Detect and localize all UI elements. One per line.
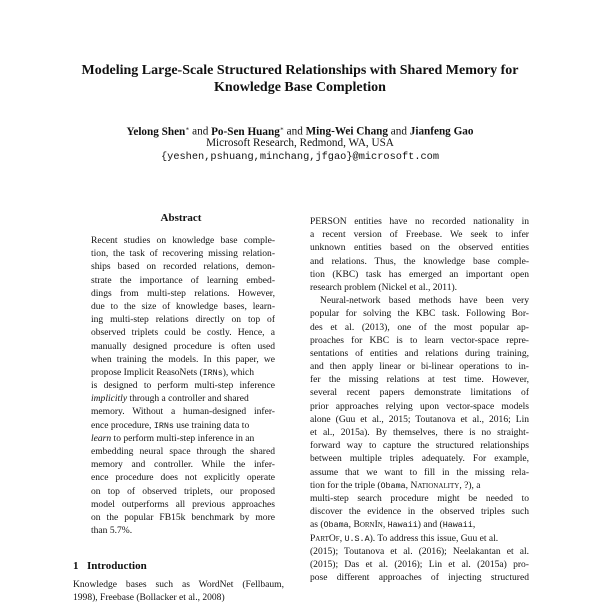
- abstract-line: on the popular FB15k benchmark by more: [91, 511, 275, 523]
- body-line: pose different approaches of injecting structured: [310, 572, 529, 584]
- abstract-line: observed triplets could be costly. Hence, a: [91, 327, 275, 339]
- body-line: several recent papers demonstrate limitations of: [310, 387, 529, 399]
- abstract-line: is designed to perform multi-step inference: [91, 380, 275, 392]
- abstract-line: implicitly through a controller and shared: [91, 393, 249, 405]
- body-line: des et al. (2013), one of the most popular ap-: [310, 321, 529, 333]
- relation-mention: PartOf: [310, 532, 340, 544]
- body-line: multi-step search procedure might be needed to: [310, 492, 529, 504]
- author-4: Jianfeng Gao: [409, 125, 474, 138]
- section-title: Introduction: [87, 560, 147, 572]
- model-acronym: IRNs: [153, 420, 174, 431]
- body-line: forward way to capture the structured relationships: [310, 440, 529, 452]
- abstract-line: memory and controller. While the infer-: [91, 459, 275, 471]
- abstract-line: ing multi-step relations directly on top of: [91, 314, 275, 326]
- abstract-line: ence procedure, IRNs use training data to: [91, 419, 250, 431]
- body-line: alone (Guu et al., 2015; Toutanova et al., 2016; Lin: [310, 413, 529, 425]
- abstract-line: ships based on recorded relations, demon-: [91, 261, 275, 273]
- abstract-line: learn to perform multi-step inference in an: [91, 432, 255, 444]
- introduction-body: [73, 578, 284, 604]
- abstract-body: [91, 234, 275, 537]
- section-heading-introduction: [73, 560, 147, 572]
- abstract-line: strate the importance of learning embed-: [91, 274, 275, 286]
- body-line: proaches for KBC is to learn vector-space repre-: [310, 334, 529, 346]
- entity-mention: U.S.A: [344, 533, 370, 544]
- abstract-line: memory. Without a human-designed infer-: [91, 406, 275, 418]
- abstract-line: model outperforms all previous approaches: [91, 498, 275, 510]
- body-line: prior approaches relying upon vector-space models: [310, 400, 529, 412]
- body-line: PERSON entities have no recorded nationality in: [310, 216, 529, 227]
- author-connector: and: [192, 125, 209, 138]
- body-line: et al., 2015a). By themselves, there is no straight-: [310, 427, 529, 438]
- body-line: tion for the triple (Obama, Nationality, ?), a: [310, 479, 481, 491]
- body-line: popular for solving the KBC task. Following Bor-: [310, 308, 529, 320]
- relation-mention: BornIn: [353, 519, 383, 531]
- author-2: Po-Sen Huang∗: [211, 125, 284, 138]
- title-line-1: Modeling Large-Scale Structured Relationships with Shared Memory for: [81, 63, 519, 78]
- author-3: Ming-Wei Chang: [305, 125, 388, 138]
- body-line: 1998), Freebase (Bollacker et al., 2008): [73, 592, 225, 604]
- title-line-2: Knowledge Base Completion: [214, 80, 386, 95]
- abstract-line: Recent studies on knowledge base comple-: [91, 235, 275, 246]
- body-line: a recent version of Freebase. We seek to infer: [310, 229, 529, 241]
- abstract-line: tion, the task of recovering missing relation-: [91, 248, 275, 260]
- body-line: (2015); Toutanova et al. (2016); Neelakantan et al.: [310, 545, 529, 557]
- entity-mention: Obama: [323, 520, 349, 531]
- abstract-line: when training the models. In this paper, we: [91, 353, 275, 365]
- paper-title: [40, 62, 560, 96]
- body-line: fer the missing relations at test time. However,: [310, 374, 529, 386]
- body-line: tion (KBC) task has emerged an important open: [310, 268, 529, 280]
- abstract-line: manually designed procedure is often used: [91, 340, 275, 352]
- body-line: unknown entities based on the observed entities: [310, 242, 529, 254]
- body-line: sentations of entities and relations during training,: [310, 347, 529, 359]
- author-affiliation: Microsoft Research, Redmond, WA, USA: [206, 137, 394, 149]
- body-line: assume that we want to fill in the missing rela-: [310, 466, 529, 478]
- body-line: PartOf, U.S.A). To address this issue, Guu et al.: [310, 532, 499, 544]
- body-line: (2015); Das et al. (2016); Lin et al. (2015a) pro-: [310, 558, 529, 570]
- abstract-line: propose Implicit ReasoNets (IRNs), which: [91, 366, 255, 378]
- abstract-line: embedding neural space through the shared: [91, 446, 275, 457]
- abstract-line: ence procedure does not explicitly operate: [91, 472, 275, 484]
- author-1: Yelong Shen∗: [126, 125, 190, 138]
- body-line: and relations. Thus, the knowledge base comple-: [310, 255, 529, 267]
- body-line: research problem (Nickel et al., 2011).: [310, 281, 458, 293]
- body-line: between multiple triples adequately. For example,: [310, 453, 529, 465]
- abstract-line: dings from multi-step relations. However,: [91, 287, 275, 299]
- entity-mention: Hawaii: [442, 520, 473, 531]
- section-number: 1: [73, 560, 79, 572]
- author-connector: and: [390, 125, 407, 138]
- relation-mention: Nationality: [410, 479, 460, 491]
- entity-mention: Hawaii: [387, 520, 418, 531]
- body-line: Neural-network based methods have been very: [320, 295, 529, 307]
- abstract-line: due to the size of knowledge bases, learn-: [91, 300, 275, 312]
- body-line: Knowledge bases such as WordNet (Fellbaum,: [73, 579, 284, 590]
- body-line: as (Obama, BornIn, Hawaii) and (Hawaii,: [310, 519, 476, 531]
- body-line: discover the evidence in the observed triples such: [310, 506, 529, 518]
- body-line: and then apply linear or bi-linear operations to in-: [310, 361, 529, 373]
- author-connector: and: [286, 125, 303, 138]
- author-email: {yeshen,pshuang,minchang,jfgao}@microsoft.com: [160, 151, 440, 163]
- entity-mention: Obama: [380, 480, 406, 491]
- abstract-heading: Abstract: [160, 212, 202, 224]
- abstract-line: on top of observed triplets, our proposed: [91, 485, 275, 497]
- abstract-line: than 5.7%.: [91, 525, 133, 537]
- model-acronym: IRNs: [202, 367, 223, 378]
- right-column-body: [310, 215, 529, 584]
